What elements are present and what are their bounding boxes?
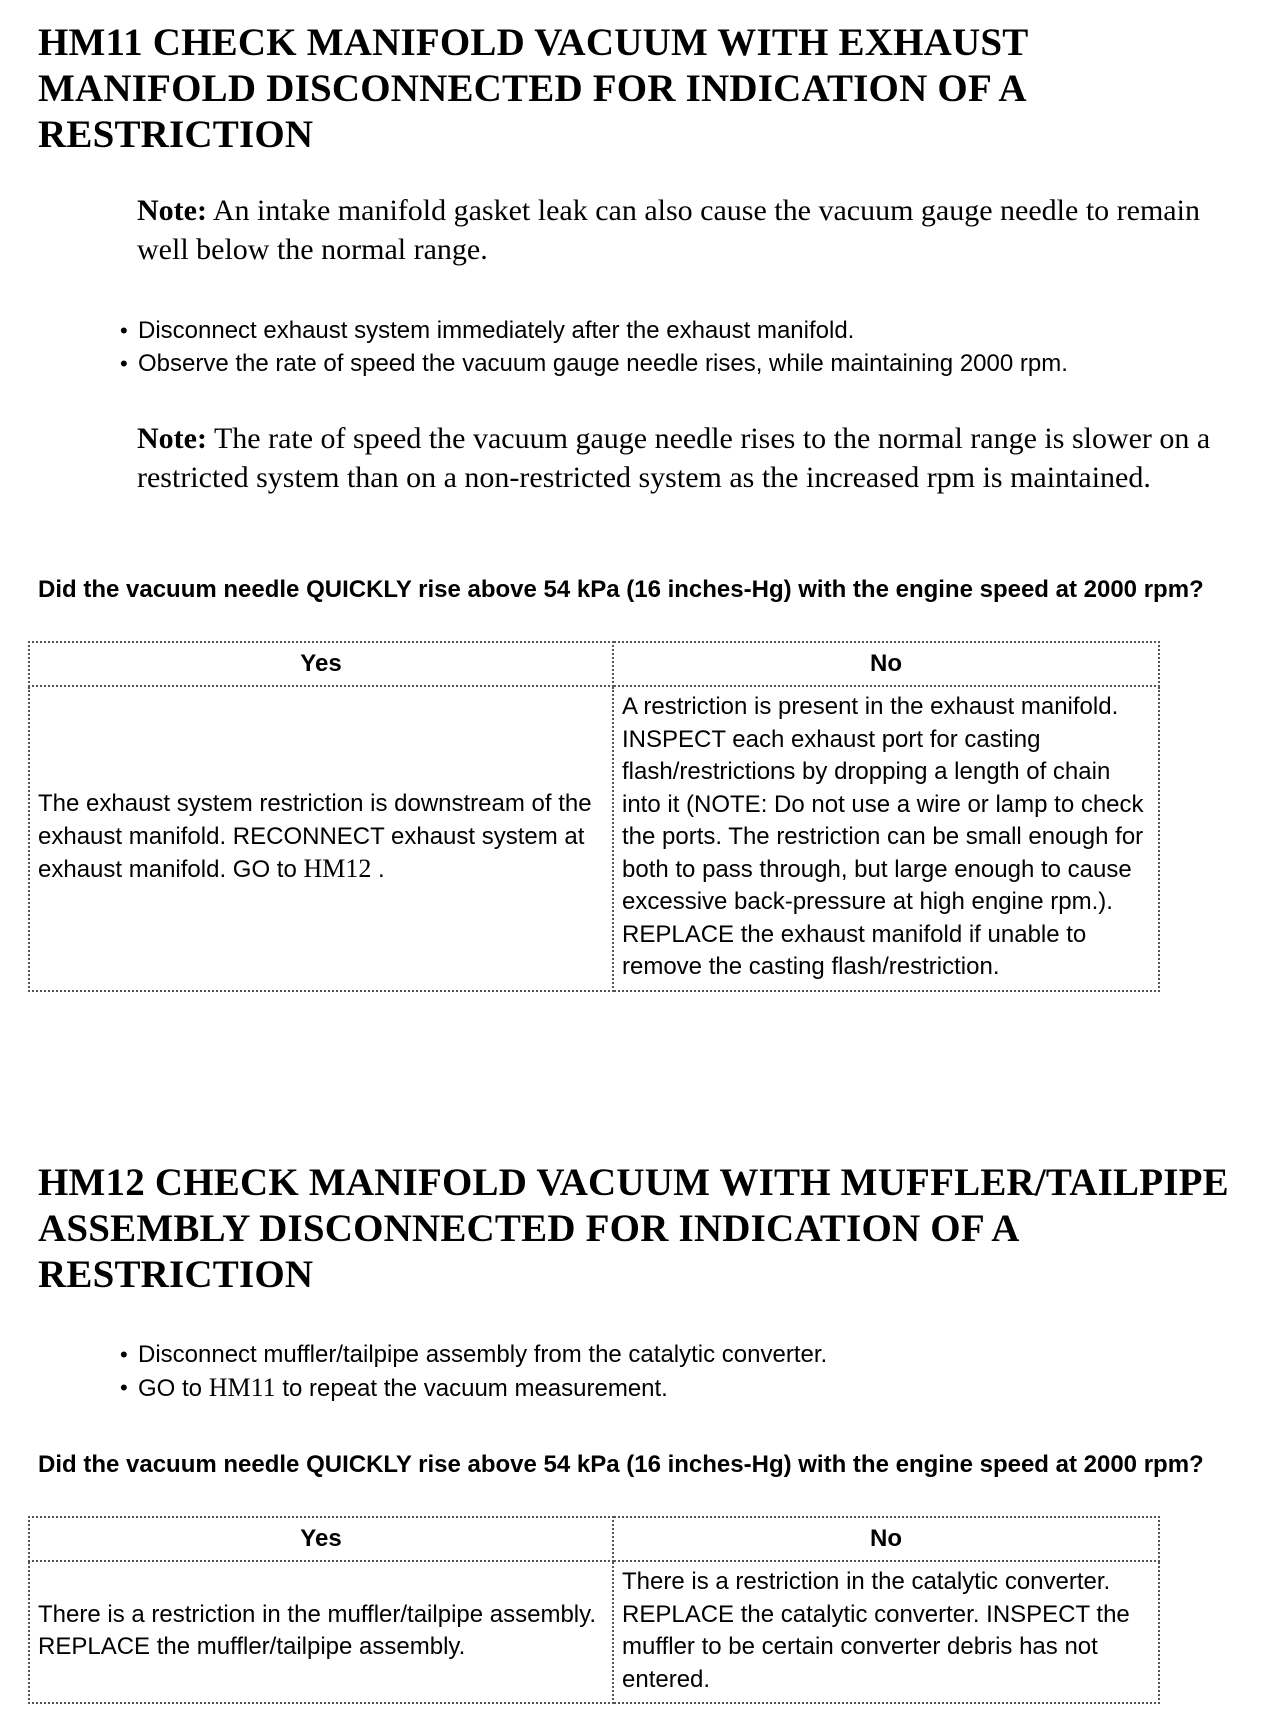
hm11-link[interactable]: HM11 — [208, 1373, 276, 1402]
no-header: No — [613, 1517, 1159, 1561]
hm11-decision-table — [28, 641, 1160, 992]
hm12-heading: HM12 CHECK MANIFOLD VACUUM WITH MUFFLER/TAILPIPE ASSEMBLY DISCONNECTED FOR INDICATION OF A RESTRICTION — [38, 1161, 1229, 1296]
list-item: • Observe the rate of speed the vacuum gauge needle rises, while maintaining 2000 rpm. — [120, 347, 1240, 380]
yes-header: Yes — [29, 1517, 613, 1561]
table-header-row — [29, 1517, 1159, 1561]
list-item: • Disconnect muffler/tailpipe assembly from the catalytic converter. — [120, 1338, 1240, 1371]
hm12-decision-table — [28, 1516, 1160, 1704]
note-label: Note: — [137, 422, 207, 455]
no-cell: There is a restriction in the catalytic converter. REPLACE the catalytic converter. INSPECT the muffler to be certain converter debris has not entered. — [613, 1561, 1159, 1703]
bullet-text: to repeat the vacuum measurement. — [282, 1375, 668, 1402]
yes-cell: There is a restriction in the muffler/tailpipe assembly. REPLACE the muffler/tailpipe assembly. — [29, 1561, 613, 1703]
hm12-bullet-list — [120, 1338, 1240, 1405]
yes-text-end: . — [371, 856, 385, 883]
hm11-heading: HM11 CHECK MANIFOLD VACUUM WITH EXHAUST MANIFOLD DISCONNECTED FOR INDICATION OF A RESTRICTION — [38, 21, 1028, 156]
hm11-note-2 — [137, 419, 1242, 497]
list-item: • Disconnect exhaust system immediately after the exhaust manifold. — [120, 314, 1240, 347]
yes-cell — [29, 686, 613, 991]
bullet-text: GO to — [138, 1375, 203, 1402]
hm12-question: Did the vacuum needle QUICKLY rise above 54 kPa (16 inches-Hg) with the engine speed at 2000 rpm? — [38, 1451, 1204, 1478]
table-header-row — [29, 642, 1159, 686]
no-header: No — [613, 642, 1159, 686]
no-cell: A restriction is present in the exhaust manifold. INSPECT each exhaust port for casting flash/restrictions by dropping a length of chain into it (NOTE: Do not use a wire or lamp to check the ports. The restriction can be small enough for both to pass through, but large enough to cause excessive back-pressure at high engine rpm.). REPLACE the exhaust manifold if unable to remove the casting flash/restriction. — [613, 686, 1159, 991]
hm11-question: Did the vacuum needle QUICKLY rise above 54 kPa (16 inches-Hg) with the engine speed at 2000 rpm? — [38, 576, 1204, 603]
hm11-bullet-list — [120, 314, 1240, 380]
table-row — [29, 1561, 1159, 1703]
yes-text: The exhaust system restriction is downstream of the exhaust manifold. RECONNECT exhaust system at exhaust manifold. GO to — [38, 790, 592, 883]
list-item — [120, 1371, 1240, 1405]
yes-header: Yes — [29, 642, 613, 686]
note-text: An intake manifold gasket leak can also cause the vacuum gauge needle to remain well below the normal range. — [137, 194, 1200, 266]
hm11-note-1 — [137, 191, 1242, 269]
table-row — [29, 686, 1159, 991]
note-text: The rate of speed the vacuum gauge needle rises to the normal range is slower on a restricted system than on a non-restricted system as the increased rpm is maintained. — [137, 422, 1211, 494]
hm12-link[interactable]: HM12 — [303, 854, 372, 883]
note-label: Note: — [137, 194, 207, 227]
